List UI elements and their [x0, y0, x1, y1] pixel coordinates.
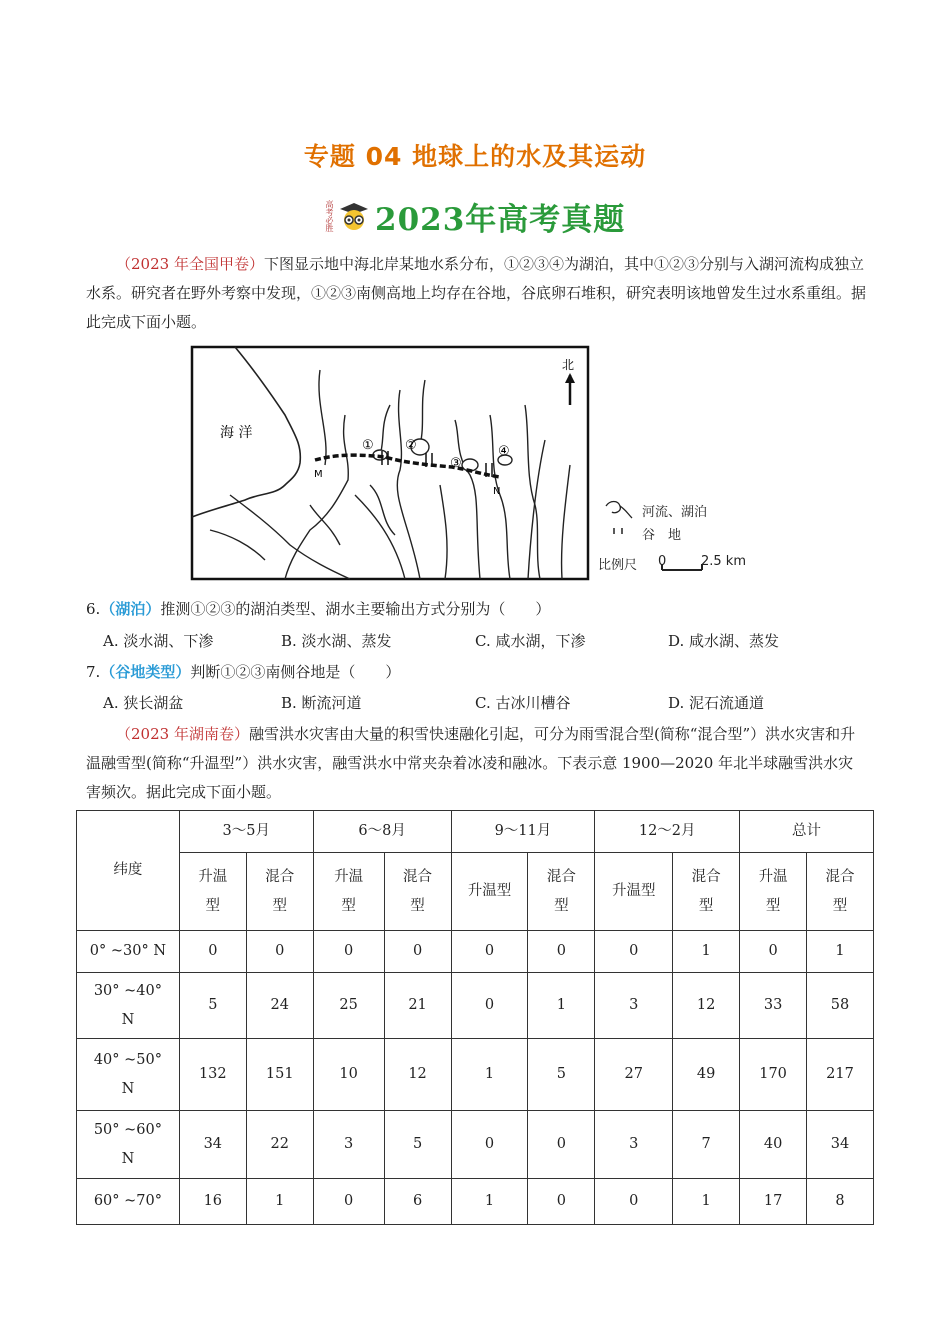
value-cell: 58: [807, 973, 874, 1039]
value-cell: 0: [528, 1111, 595, 1179]
value-cell: 1: [451, 1039, 528, 1111]
value-cell: 0: [384, 931, 451, 973]
value-cell: 0: [313, 1179, 384, 1225]
value-cell: 170: [740, 1039, 807, 1111]
passage-2-source: （2023 年湖南卷）: [116, 725, 249, 743]
value-cell: 0: [740, 931, 807, 973]
type-subheader: 混合型: [807, 853, 874, 931]
table-row: [77, 1111, 874, 1179]
value-cell: 3: [313, 1111, 384, 1179]
type-subheader: 升温型: [451, 853, 528, 931]
map-sea-label: 海 洋: [220, 425, 253, 441]
table-row: [77, 973, 874, 1039]
map-legend: [598, 494, 788, 580]
latitude-cell: 50° ~60° N: [77, 1111, 180, 1179]
value-cell: 34: [179, 1111, 246, 1179]
value-cell: 0: [451, 931, 528, 973]
q6-option-b[interactable]: B. 淡水湖、蒸发: [281, 632, 392, 650]
value-cell: 25: [313, 973, 384, 1039]
type-subheader: 混合型: [384, 853, 451, 931]
question-7-number: 7.: [86, 663, 101, 681]
type-subheader: 混合型: [246, 853, 313, 931]
value-cell: 217: [807, 1039, 874, 1111]
page-title: 专题 04 地球上的水及其运动: [303, 142, 647, 171]
value-cell: 49: [673, 1039, 740, 1111]
scale-zero: 0: [658, 554, 667, 569]
mascot-icon: [337, 201, 371, 231]
passage-1-source: （2023 年全国甲卷）: [116, 255, 264, 273]
flood-frequency-table: [76, 810, 874, 1225]
q6-option-c[interactable]: C. 咸水湖，下渗: [475, 632, 586, 650]
value-cell: 8: [807, 1179, 874, 1225]
question-6: [86, 598, 550, 620]
type-subheader: 混合型: [528, 853, 595, 931]
value-cell: 0: [595, 1179, 673, 1225]
value-cell: 24: [246, 973, 313, 1039]
passage-2: [86, 720, 866, 807]
q6-option-a[interactable]: A. 淡水湖、下渗: [103, 632, 214, 650]
value-cell: 0: [528, 931, 595, 973]
value-cell: 12: [673, 973, 740, 1039]
value-cell: 1: [528, 973, 595, 1039]
value-cell: 3: [595, 973, 673, 1039]
type-subheader: 升温型: [313, 853, 384, 931]
value-cell: 6: [384, 1179, 451, 1225]
value-cell: 0: [595, 931, 673, 973]
period-header: 9～11月: [451, 811, 595, 853]
q7-option-d[interactable]: D. 泥石流通道: [668, 694, 765, 712]
value-cell: 40: [740, 1111, 807, 1179]
latitude-cell: 40° ~50° N: [77, 1039, 180, 1111]
map-point-m: M: [314, 469, 323, 480]
scale-value: 2.5 km: [701, 554, 746, 569]
period-header: 12～2月: [595, 811, 740, 853]
latitude-header: 纬度: [77, 811, 180, 931]
value-cell: 1: [246, 1179, 313, 1225]
value-cell: 5: [179, 973, 246, 1039]
value-cell: 132: [179, 1039, 246, 1111]
q6-option-d[interactable]: D. 咸水湖、蒸发: [668, 632, 780, 650]
question-7-stem: 判断①②③南侧谷地是（ ）: [190, 663, 401, 681]
q7-option-b[interactable]: B. 断流河道: [281, 694, 362, 712]
value-cell: 1: [451, 1179, 528, 1225]
scale-label: 比例尺: [598, 558, 638, 573]
value-cell: 7: [673, 1111, 740, 1179]
value-cell: 151: [246, 1039, 313, 1111]
value-cell: 1: [673, 931, 740, 973]
table-row: [77, 931, 874, 973]
latitude-cell: 30° ~40° N: [77, 973, 180, 1039]
section-banner: [325, 192, 625, 240]
passage-1-text: 下图显示地中海北岸某地水系分布，①②③④为湖泊，其中①②③分别与入湖河流构成独立水系。研究者在野外考察中发现，①②③南侧高地上均存在谷地，谷底卵石堆积，研究表明该地曾发生过水系重组。据此完成下面小题。: [86, 255, 867, 331]
value-cell: 16: [179, 1179, 246, 1225]
latitude-cell: 0° ~30° N: [77, 931, 180, 973]
question-7-tag: （谷地类型）: [100, 663, 191, 681]
type-subheader: 升温型: [179, 853, 246, 931]
map-lake-4: ④: [498, 444, 510, 459]
value-cell: 3: [595, 1111, 673, 1179]
map-lake-2: ②: [405, 438, 417, 453]
value-cell: 0: [528, 1179, 595, 1225]
value-cell: 5: [528, 1039, 595, 1111]
value-cell: 17: [740, 1179, 807, 1225]
map-lake-3: ③: [450, 456, 462, 471]
type-subheader: 升温型: [740, 853, 807, 931]
question-6-number: 6.: [86, 600, 101, 618]
value-cell: 22: [246, 1111, 313, 1179]
river-system-map: [190, 345, 590, 581]
value-cell: 27: [595, 1039, 673, 1111]
map-north-label: 北: [562, 358, 575, 372]
period-header: 6～8月: [313, 811, 451, 853]
period-header: 3～5月: [179, 811, 313, 853]
passage-2-text: 融雪洪水灾害由大量的积雪快速融化引起，可分为雨雪混合型(简称“混合型”）洪水灾害和升温融雪型(简称“升温型”）洪水灾害，融雪洪水中常夹杂着冰凌和融冰。下表示意 1900—2020 年北半球融雪洪水灾害频次。据此完成下面小题。: [86, 725, 856, 801]
period-header: 总计: [740, 811, 874, 853]
value-cell: 10: [313, 1039, 384, 1111]
legend-valley-label: 谷 地: [642, 528, 682, 543]
question-7: [86, 661, 400, 683]
value-cell: 1: [807, 931, 874, 973]
q7-option-a[interactable]: A. 狭长湖盆: [103, 694, 184, 712]
banner-stamp: 高考必胜: [325, 200, 334, 232]
q7-option-c[interactable]: C. 古冰川槽谷: [475, 694, 571, 712]
passage-1: [86, 250, 866, 337]
value-cell: 0: [451, 973, 528, 1039]
value-cell: 33: [740, 973, 807, 1039]
value-cell: 34: [807, 1111, 874, 1179]
value-cell: 21: [384, 973, 451, 1039]
map-point-n: N: [493, 486, 501, 497]
value-cell: 5: [384, 1111, 451, 1179]
type-subheader: 升温型: [595, 853, 673, 931]
value-cell: 12: [384, 1039, 451, 1111]
type-subheader: 混合型: [673, 853, 740, 931]
banner-text: 2023年高考真题: [375, 201, 626, 238]
latitude-cell: 60° ~70°: [77, 1179, 180, 1225]
table-row: [77, 1179, 874, 1225]
value-cell: 0: [451, 1111, 528, 1179]
value-cell: 1: [673, 1179, 740, 1225]
value-cell: 0: [313, 931, 384, 973]
question-6-tag: （湖泊）: [100, 600, 161, 618]
table-row: [77, 1039, 874, 1111]
question-6-stem: 推测①②③的湖泊类型、湖水主要输出方式分别为（ ）: [160, 600, 551, 618]
legend-river-label: 河流、湖泊: [642, 505, 708, 520]
map-lake-1: ①: [362, 438, 374, 453]
value-cell: 0: [246, 931, 313, 973]
value-cell: 0: [179, 931, 246, 973]
